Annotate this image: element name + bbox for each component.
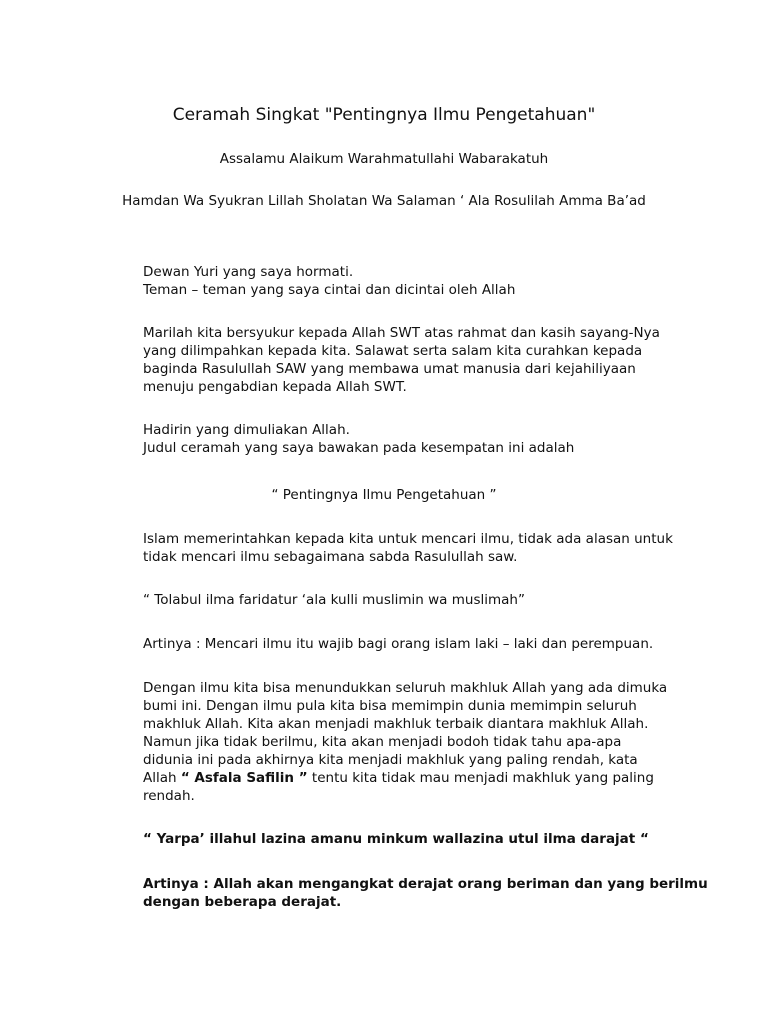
intro-line-2: yang dilimpahkan kepada kita. Salawat serta salam kita curahkan kepada <box>143 343 643 359</box>
hadirin-line-1: Hadirin yang dimuliakan Allah. <box>143 422 350 438</box>
body-allah-text: Allah <box>143 770 181 786</box>
body-line-7: rendah. <box>143 788 195 804</box>
body-line-4: Namun jika tidak berilmu, kita akan menjadi bodoh tidak tahu apa-apa <box>143 734 622 750</box>
verse-quote: “ Yarpa’ illahul lazina amanu minkum wallazina utul ilma darajat “ <box>143 831 649 847</box>
islam-line-2: tidak mencari ilmu sebagaimana sabda Rasulullah saw. <box>143 549 518 565</box>
body-after-text: tentu kita tidak mau menjadi makhluk yang paling <box>307 770 654 786</box>
body-line-6 <box>143 769 654 787</box>
intro-line-3: baginda Rasulullah SAW yang membawa umat manusia dari kejahiliyaan <box>143 361 636 377</box>
body-line-2: bumi ini. Dengan ilmu pula kita bisa memimpin dunia memimpin seluruh <box>143 698 637 714</box>
hadith-meaning: Artinya : Mencari ilmu itu wajib bagi orang islam laki – laki dan perempuan. <box>143 636 654 652</box>
hadirin-line-2: Judul ceramah yang saya bawakan pada kesempatan ini adalah <box>143 440 575 456</box>
body-line-1: Dengan ilmu kita bisa menundukkan seluruh makhluk Allah yang ada dimuka <box>143 680 668 696</box>
verse-meaning-line-2: dengan beberapa derajat. <box>143 894 342 910</box>
hadith-quote: “ Tolabul ilma faridatur ‘ala kulli muslimin wa muslimah” <box>143 592 525 608</box>
body-line-3: makhluk Allah. Kita akan menjadi makhluk terbaik diantara makhluk Allah. <box>143 716 649 732</box>
hamdalah-line: Hamdan Wa Syukran Lillah Sholatan Wa Salaman ‘ Ala Rosulilah Amma Ba’ad <box>122 193 646 209</box>
islam-line-1: Islam memerintahkan kepada kita untuk mencari ilmu, tidak ada alasan untuk <box>143 531 673 547</box>
greeting-line-1: Dewan Yuri yang saya hormati. <box>143 264 354 280</box>
topic-heading: “ Pentingnya Ilmu Pengetahuan ” <box>271 487 497 503</box>
verse-meaning-line-1: Artinya : Allah akan mengangkat derajat orang beriman dan yang berilmu <box>143 876 708 892</box>
asfala-safilin-text: “ Asfala Safilin ” <box>180 770 308 786</box>
intro-line-4: menuju pengabdian kepada Allah SWT. <box>143 379 407 395</box>
greeting-line-2: Teman – teman yang saya cintai dan dicintai oleh Allah <box>143 282 516 298</box>
salam-line: Assalamu Alaikum Warahmatullahi Wabarakatuh <box>219 151 549 167</box>
document-title: Ceramah Singkat "Pentingnya Ilmu Pengetahuan" <box>172 105 596 125</box>
body-line-5: didunia ini pada akhirnya kita menjadi makhluk yang paling rendah, kata <box>143 752 638 768</box>
intro-line-1: Marilah kita bersyukur kepada Allah SWT atas rahmat dan kasih sayang-Nya <box>143 325 660 341</box>
